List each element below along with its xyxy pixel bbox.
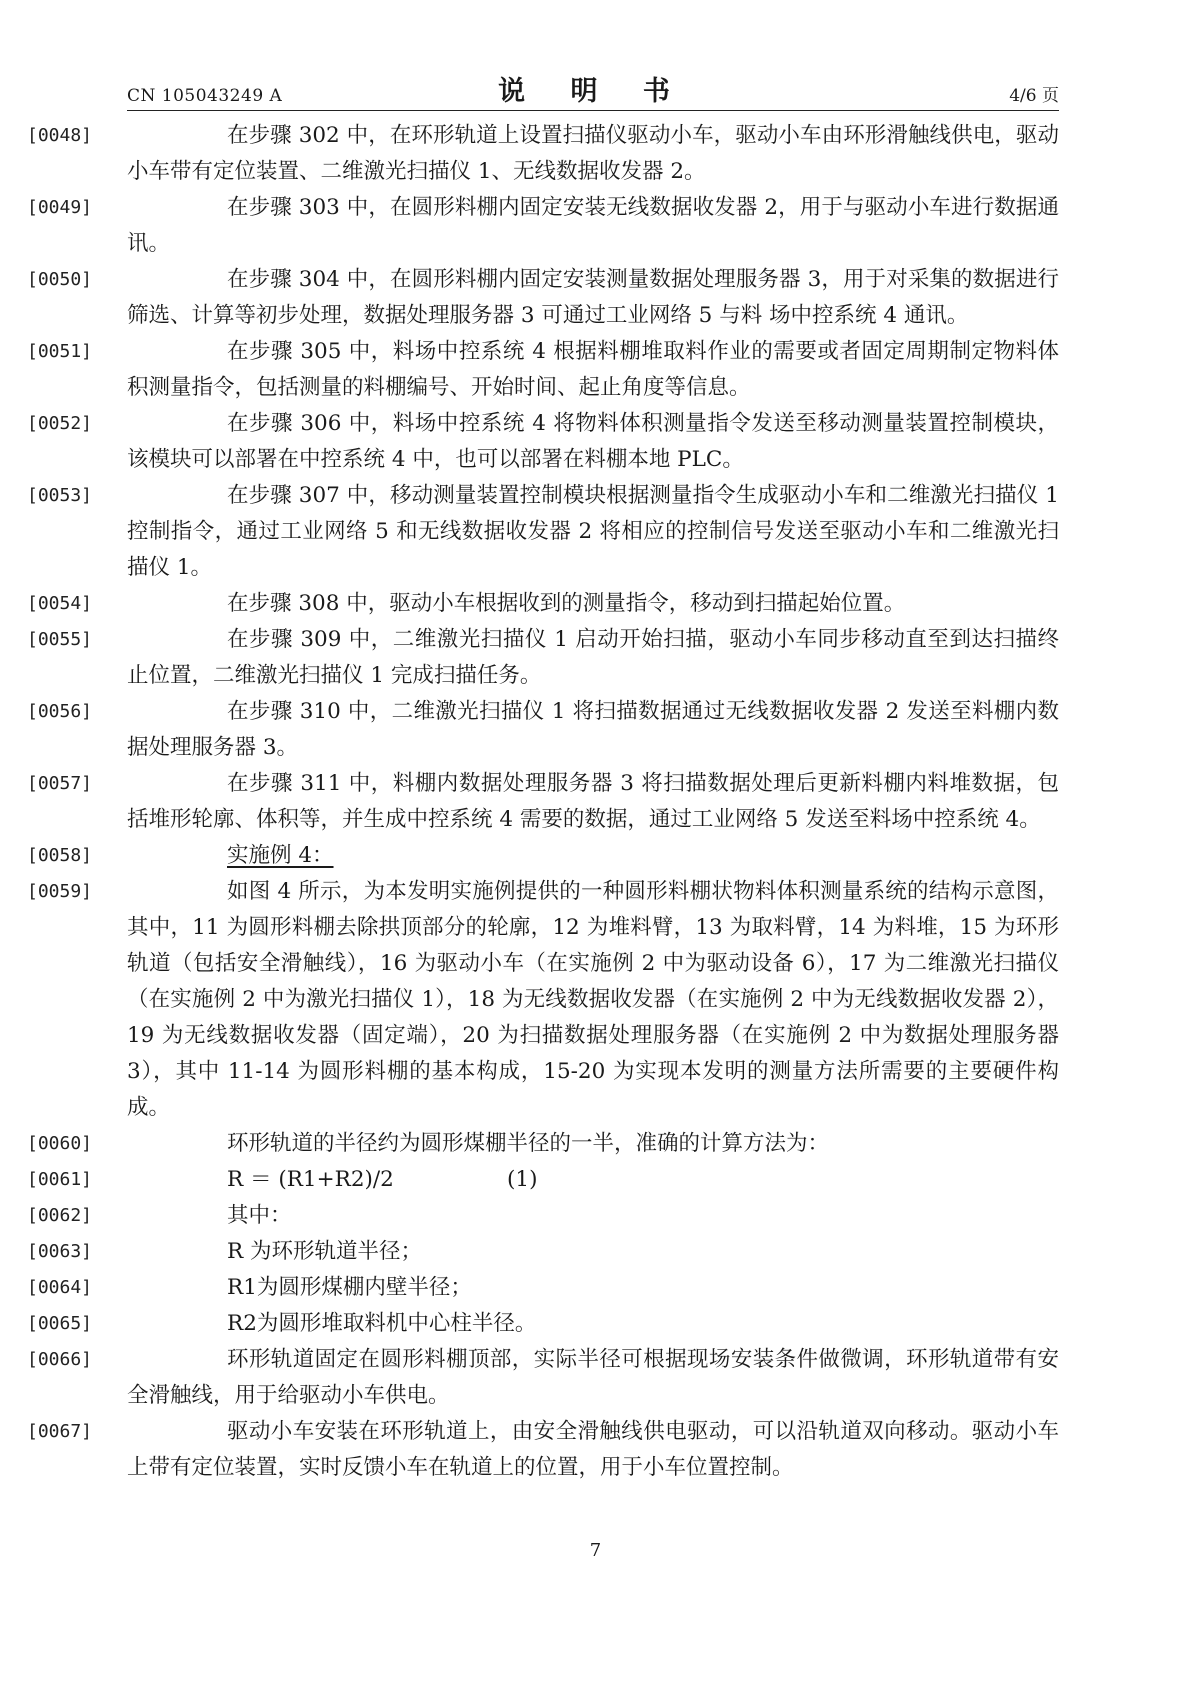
- document-title: 说 明 书: [498, 76, 688, 107]
- paragraph-text: 在步骤 307 中，移动测量装置控制模块根据测量指令生成驱动小车和二维激光扫描仪 1 控制指令，通过工业网络 5 和无线数据收发器 2 将相应的控制信号发送至驱动小车和二维激光扫描仪 1。: [127, 483, 1059, 580]
- paragraph-number: [0064]: [27, 1277, 93, 1298]
- paragraph-0061: [27, 1162, 1059, 1198]
- paragraph-text: 在步骤 304 中，在圆形料棚内固定安装测量数据处理服务器 3，用于对采集的数据进行筛选、计算等初步处理，数据处理服务器 3 可通过工业网络 5 与料 场中控系统 4 通讯。: [127, 267, 1059, 328]
- paragraph-number: [0061]: [27, 1169, 93, 1190]
- paragraph-number: [0050]: [27, 269, 93, 290]
- paragraph-text: 如图 4 所示，为本发明实施例提供的一种圆形料棚状物料体积测量系统的结构示意图，其中，11 为圆形料棚去除拱顶部分的轮廓，12 为堆料臂，13 为取料臂，14 为料堆，15 为环形轨道（包括安全滑触线），16 为驱动小车（在实施例 2 中为驱动设备 6），17 为二维激光扫描仪（在实施例 2 中为激光扫描仪 1），18 为无线数据收发器（在实施例 2 中为无线数据收发器 2），19 为无线数据收发器（固定端），20 为扫描数据处理服务器（在实施例 2 中为数据处理服务器 3），其中 11-14 为圆形料棚的基本构成，15-20 为实现本发明的测量方法所需要的主要硬件构成。: [127, 879, 1059, 1120]
- paragraph-number: [0058]: [27, 845, 93, 866]
- paragraph-text: 环形轨道固定在圆形料棚顶部，实际半径可根据现场安装条件做微调，环形轨道带有安全滑触线，用于给驱动小车供电。: [127, 1347, 1059, 1408]
- page-header: [127, 70, 1059, 110]
- paragraph-0056: [27, 694, 1059, 766]
- paragraph-text: R 为环形轨道半径；: [227, 1239, 423, 1264]
- page-info: 4/6 页: [1009, 86, 1059, 106]
- paragraph-number: [0060]: [27, 1133, 93, 1154]
- paragraph-0065: [27, 1306, 1059, 1342]
- equation-number: (1): [507, 1167, 538, 1192]
- formula: R ＝ (R1+R2)/2: [227, 1167, 394, 1192]
- paragraph-text: 在步骤 310 中，二维激光扫描仪 1 将扫描数据通过无线数据收发器 2 发送至料棚内数据处理服务器 3。: [127, 699, 1059, 760]
- paragraph-number: [0066]: [27, 1349, 93, 1370]
- paragraph-0054: [27, 586, 1059, 622]
- header-divider: [127, 110, 1059, 111]
- document-body: [27, 118, 1059, 1486]
- paragraph-text: 在步骤 306 中，料场中控系统 4 将物料体积测量指令发送至移动测量装置控制模块，该模块可以部署在中控系统 4 中，也可以部署在料棚本地 PLC。: [127, 411, 1059, 472]
- paragraph-0053: [27, 478, 1059, 586]
- paragraph-number: [0065]: [27, 1313, 93, 1334]
- paragraph-number: [0051]: [27, 341, 93, 362]
- paragraph-text: 在步骤 303 中，在圆形料棚内固定安装无线数据收发器 2，用于与驱动小车进行数据通讯。: [127, 195, 1059, 256]
- paragraph-0049: [27, 190, 1059, 262]
- section-heading-embodiment-4: 实施例 4：: [227, 843, 334, 868]
- paragraph-number: [0062]: [27, 1205, 93, 1226]
- document-number: CN 105043249 A: [127, 86, 283, 106]
- paragraph-text: 其中：: [227, 1203, 292, 1228]
- paragraph-0048: [27, 118, 1059, 190]
- page-number: 7: [589, 1540, 602, 1561]
- paragraph-text: R2为圆形堆取料机中心柱半径。: [227, 1311, 537, 1336]
- paragraph-0066: [27, 1342, 1059, 1414]
- paragraph-number: [0056]: [27, 701, 93, 722]
- paragraph-0059: [27, 874, 1059, 1126]
- paragraph-text: 驱动小车安装在环形轨道上，由安全滑触线供电驱动，可以沿轨道双向移动。驱动小车上带有定位装置，实时反馈小车在轨道上的位置，用于小车位置控制。: [127, 1419, 1059, 1480]
- paragraph-0067: [27, 1414, 1059, 1486]
- paragraph-0064: [27, 1270, 1059, 1306]
- paragraph-number: [0063]: [27, 1241, 93, 1262]
- paragraph-0055: [27, 622, 1059, 694]
- paragraph-text: 在步骤 309 中，二维激光扫描仪 1 启动开始扫描，驱动小车同步移动直至到达扫描终止位置，二维激光扫描仪 1 完成扫描任务。: [127, 627, 1059, 688]
- paragraph-0060: [27, 1126, 1059, 1162]
- paragraph-number: [0067]: [27, 1421, 93, 1442]
- paragraph-number: [0053]: [27, 485, 93, 506]
- paragraph-text: 在步骤 308 中，驱动小车根据收到的测量指令，移动到扫描起始位置。: [227, 591, 906, 616]
- paragraph-number: [0049]: [27, 197, 93, 218]
- paragraph-number: [0048]: [27, 125, 93, 146]
- paragraph-0058: [27, 838, 1059, 874]
- paragraph-text: 在步骤 311 中，料棚内数据处理服务器 3 将扫描数据处理后更新料棚内料堆数据，包括堆形轮廓、体积等，并生成中控系统 4 需要的数据，通过工业网络 5 发送至料场中控系统 4。: [127, 771, 1059, 832]
- paragraph-0063: [27, 1234, 1059, 1270]
- paragraph-number: [0059]: [27, 881, 93, 902]
- paragraph-text: 在步骤 305 中，料场中控系统 4 根据料棚堆取料作业的需要或者固定周期制定物料体积测量指令，包括测量的料棚编号、开始时间、起止角度等信息。: [127, 339, 1059, 400]
- paragraph-number: [0057]: [27, 773, 93, 794]
- paragraph-number: [0052]: [27, 413, 93, 434]
- paragraph-text: 在步骤 302 中，在环形轨道上设置扫描仪驱动小车，驱动小车由环形滑触线供电，驱动小车带有定位装置、二维激光扫描仪 1、无线数据收发器 2。: [127, 123, 1059, 184]
- paragraph-0051: [27, 334, 1059, 406]
- paragraph-0057: [27, 766, 1059, 838]
- paragraph-number: [0055]: [27, 629, 93, 650]
- paragraph-text: R1为圆形煤棚内壁半径；: [227, 1275, 472, 1300]
- paragraph-0052: [27, 406, 1059, 478]
- paragraph-text: 环形轨道的半径约为圆形煤棚半径的一半，准确的计算方法为：: [227, 1131, 830, 1156]
- paragraph-number: [0054]: [27, 593, 93, 614]
- paragraph-0062: [27, 1198, 1059, 1234]
- paragraph-0050: [27, 262, 1059, 334]
